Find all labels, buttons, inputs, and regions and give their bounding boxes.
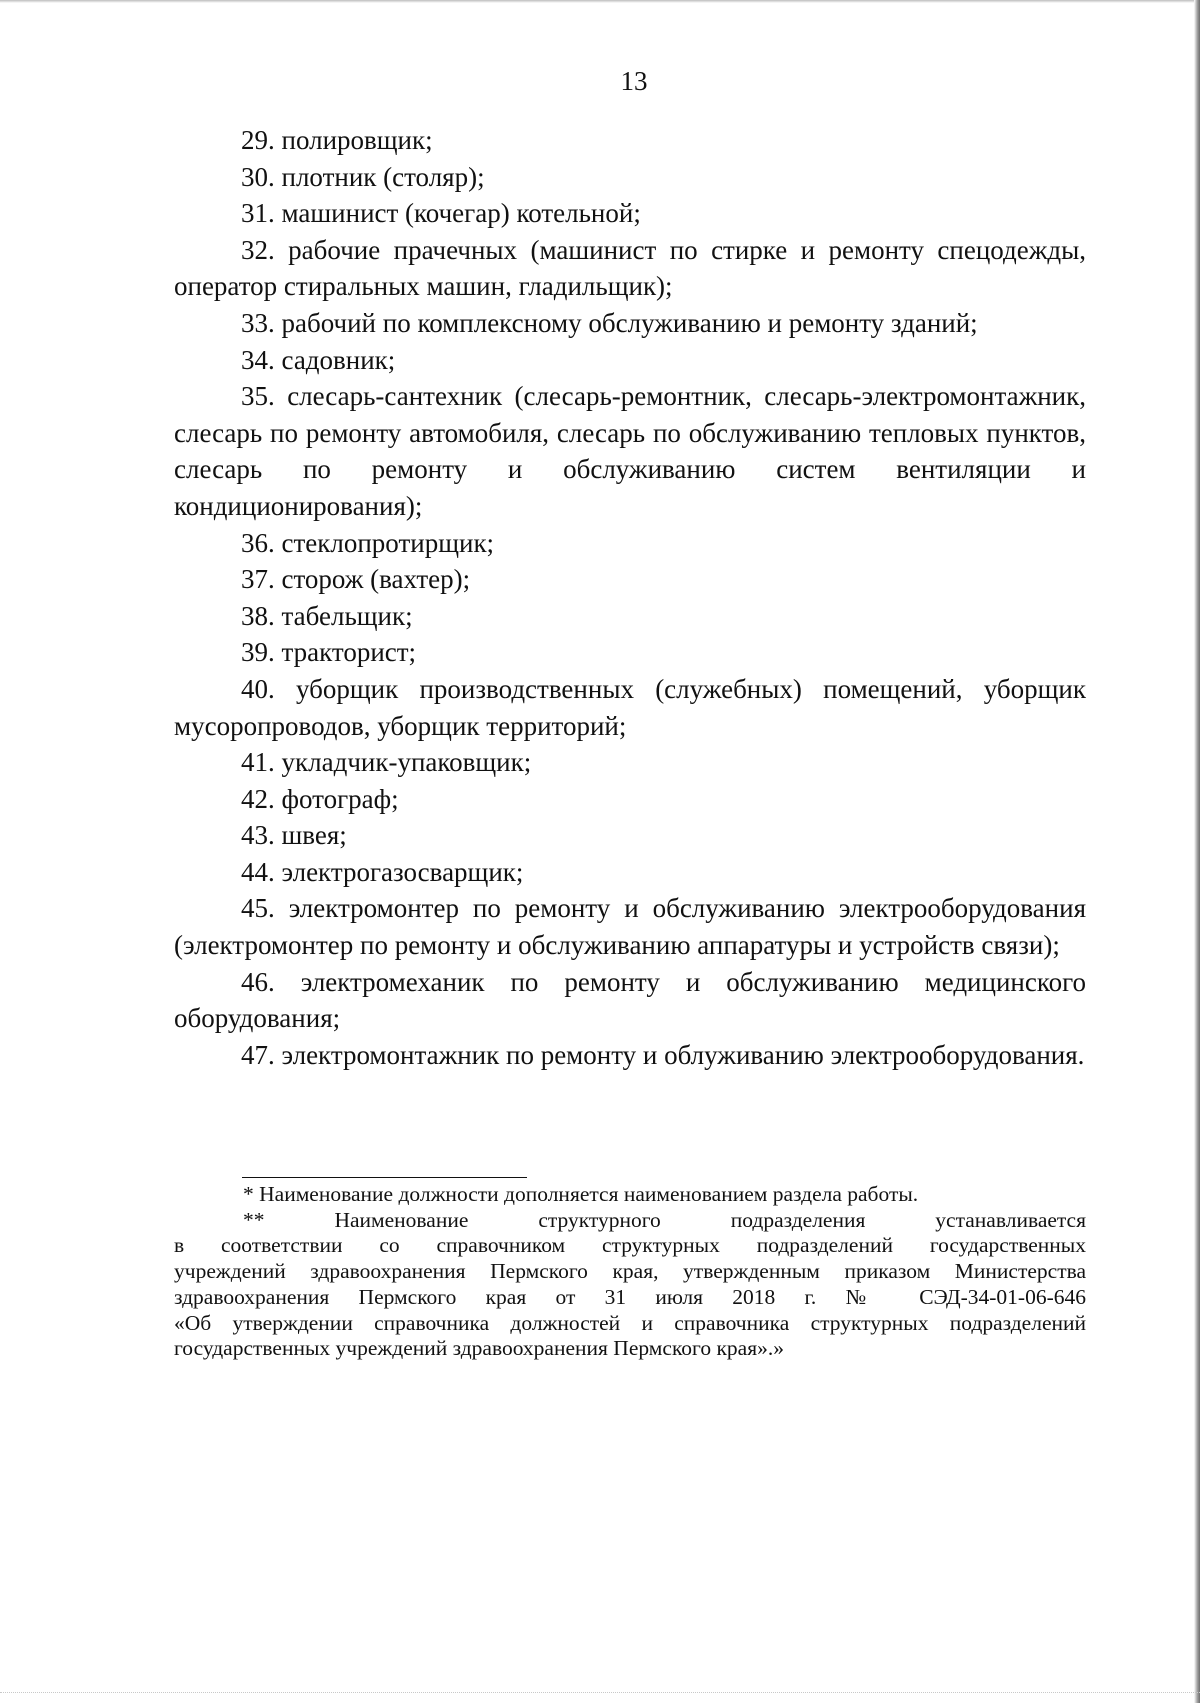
list-item: 38. табельщик;: [241, 600, 413, 631]
list-item: 36. стеклопротирщик;: [241, 527, 495, 558]
list-item: 45. электромонтер по ремонту и обслуживанию электрооборудования (электромонтер по ремонту и обслуживанию аппаратуры и устройств связи);: [174, 893, 1086, 961]
scan-edge-bottom: [0, 1692, 1200, 1695]
list-item: 47. электромонтажник по ремонту и облуживанию электрооборудования.: [241, 1039, 1085, 1070]
footnote-2-line: государственных учреждений здравоохранения Пермского края».»: [174, 1336, 784, 1361]
footnote-2: [174, 1208, 1086, 1362]
list-item: 33. рабочий по комплексному обслуживанию и ремонту зданий;: [241, 307, 978, 338]
list-item: 42. фотограф;: [241, 783, 399, 814]
list-item: 41. укладчик-упаковщик;: [241, 747, 532, 778]
list-item: 34. садовник;: [241, 344, 396, 375]
scan-edge-right: [1194, 0, 1200, 1703]
list-item: 32. рабочие прачечных (машинист по стирке и ремонту спецодежды, оператор стиральных машин, гладильщик);: [174, 234, 1086, 302]
page-number: 13: [620, 66, 648, 96]
scan-edge-top: [0, 0, 1200, 3]
list-item: 40. уборщик производственных (служебных) помещений, уборщик мусоропроводов, уборщик территорий;: [174, 673, 1086, 741]
list-item: 43. швея;: [241, 820, 347, 851]
footnotes: [174, 1182, 1086, 1362]
list-item: 30. плотник (столяр);: [241, 161, 485, 192]
list-item: 39. тракторист;: [241, 637, 417, 668]
footnote-2-line: ** Наименование структурного подразделения устанавливается: [243, 1207, 1086, 1232]
occupation-list: [174, 122, 1086, 1073]
footnote-2-line: в соответствии со справочником структурных подразделений государственных: [174, 1233, 1086, 1258]
list-item: 31. машинист (кочегар) котельной;: [241, 198, 641, 229]
footnote-2-line: учреждений здравоохранения Пермского края, утвержденным приказом Министерства: [174, 1259, 1086, 1284]
footnote-2-line: «Об утверждении справочника должностей и справочника структурных подразделений: [174, 1310, 1086, 1335]
footnote-1: * Наименование должности дополняется наименованием раздела работы.: [243, 1182, 919, 1206]
list-item: 44. электрогазосварщик;: [241, 856, 524, 887]
list-item: 46. электромеханик по ремонту и обслуживанию медицинского оборудования;: [174, 966, 1086, 1034]
list-item: 35. слесарь-сантехник (слесарь-ремонтник, слесарь-электромонтажник, слесарь по ремонту автомобиля, слесарь по обслуживанию тепловых пунктов, слесарь по ремонту и обслуживанию систем вентиляции и кондиционирования);: [174, 381, 1086, 521]
footnote-2-line: здравоохранения Пермского края от 31 июля 2018 г. № СЭД-34-01-06-646: [174, 1284, 1086, 1309]
footnote-separator: [242, 1177, 527, 1178]
list-item: 37. сторож (вахтер);: [241, 564, 471, 595]
list-item: 29. полировщик;: [241, 125, 433, 155]
